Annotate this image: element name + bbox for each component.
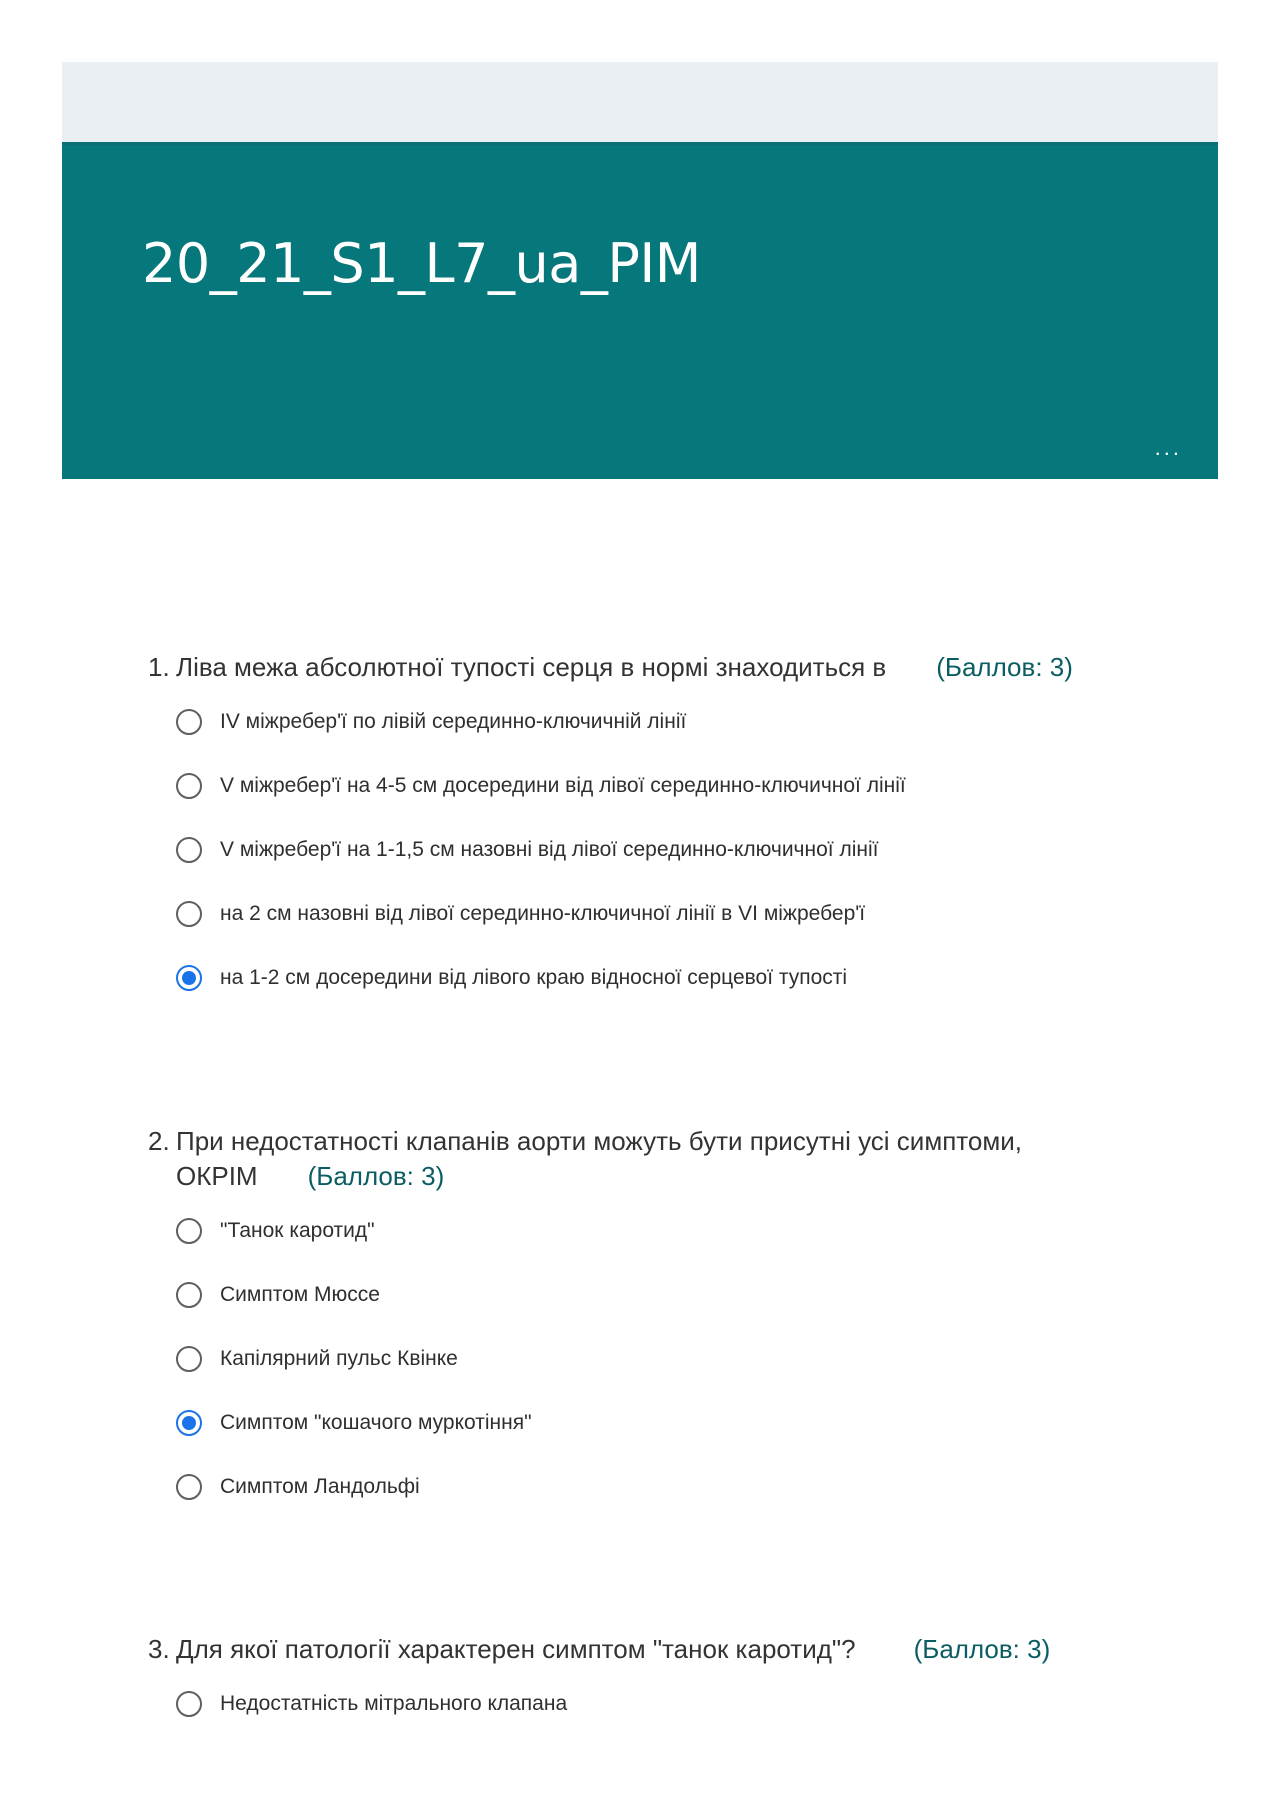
- radio-button[interactable]: [176, 773, 202, 799]
- question-number: 1.: [148, 652, 170, 682]
- radio-button-selected[interactable]: [176, 965, 202, 991]
- radio-button[interactable]: [176, 837, 202, 863]
- radio-button[interactable]: [176, 709, 202, 735]
- question-text-content: Ліва межа абсолютної тупості серця в нормі знаходиться в: [176, 652, 887, 682]
- option-label: V міжребер'ї на 1-1,5 см назовні від лівої серединно-ключичної лінії: [220, 838, 879, 861]
- question-text-line-2: ОКРІМ: [176, 1161, 258, 1191]
- radio-button[interactable]: [176, 1218, 202, 1244]
- question-3: [148, 1632, 1108, 1715]
- question-1: [148, 650, 1108, 989]
- option-5[interactable]: [176, 1470, 420, 1504]
- option-2[interactable]: [176, 1278, 380, 1312]
- option-label: "Танок каротид": [220, 1219, 375, 1242]
- radio-button[interactable]: [176, 1282, 202, 1308]
- radio-button-selected[interactable]: [176, 1410, 202, 1436]
- option-label: Симптом Ландольфі: [220, 1475, 420, 1498]
- question-text: [176, 1124, 1108, 1194]
- option-2[interactable]: [176, 769, 906, 803]
- question-points: (Баллов: 3): [307, 1161, 445, 1191]
- radio-button[interactable]: [176, 1691, 202, 1717]
- top-band: [62, 62, 1218, 142]
- question-title: [148, 1632, 1108, 1667]
- header-banner: [62, 142, 1218, 479]
- radio-button[interactable]: [176, 1474, 202, 1500]
- option-label: Симптом "кошачого муркотіння": [220, 1411, 532, 1434]
- form-title: 20_21_S1_L7_ua_PIM: [142, 232, 701, 295]
- option-label: на 2 см назовні від лівої серединно-ключичної лінії в VI міжребер'ї: [220, 902, 866, 925]
- question-points: (Баллов: 3): [936, 652, 1073, 682]
- option-5[interactable]: [176, 961, 847, 995]
- option-1[interactable]: [176, 1214, 375, 1248]
- question-text: [176, 650, 1108, 685]
- radio-button[interactable]: [176, 901, 202, 927]
- option-4[interactable]: [176, 897, 865, 931]
- option-label: IV міжребер'ї по лівій серединно-ключичній лінії: [220, 710, 687, 733]
- question-title: [148, 1124, 1108, 1194]
- question-2: [148, 1124, 1108, 1498]
- option-1[interactable]: [176, 705, 686, 739]
- option-3[interactable]: [176, 1342, 458, 1376]
- option-label: V міжребер'ї на 4-5 см досередини від лівої серединно-ключичної лінії: [220, 774, 906, 797]
- question-text: [176, 1632, 1108, 1667]
- question-title: [148, 650, 1108, 685]
- option-label: Симптом Мюссе: [220, 1283, 380, 1306]
- option-3[interactable]: [176, 833, 878, 867]
- question-text-line-1: При недостатності клапанів аорти можуть бути присутні усі симптоми,: [176, 1126, 1022, 1156]
- radio-button[interactable]: [176, 1346, 202, 1372]
- question-text-content: Для якої патології характерен симптом "танок каротид"?: [176, 1634, 856, 1664]
- question-points: (Баллов: 3): [913, 1634, 1051, 1664]
- option-label: Капілярний пульс Квінке: [220, 1347, 458, 1370]
- option-4[interactable]: [176, 1406, 532, 1440]
- option-label: на 1-2 см досередини від лівого краю відносної серцевої тупості: [220, 966, 848, 989]
- question-number: 2.: [148, 1126, 170, 1156]
- option-label: Недостатність мітрального клапана: [220, 1692, 568, 1715]
- option-1[interactable]: [176, 1687, 567, 1721]
- more-options-button[interactable]: ...: [1154, 435, 1182, 460]
- question-number: 3.: [148, 1634, 170, 1664]
